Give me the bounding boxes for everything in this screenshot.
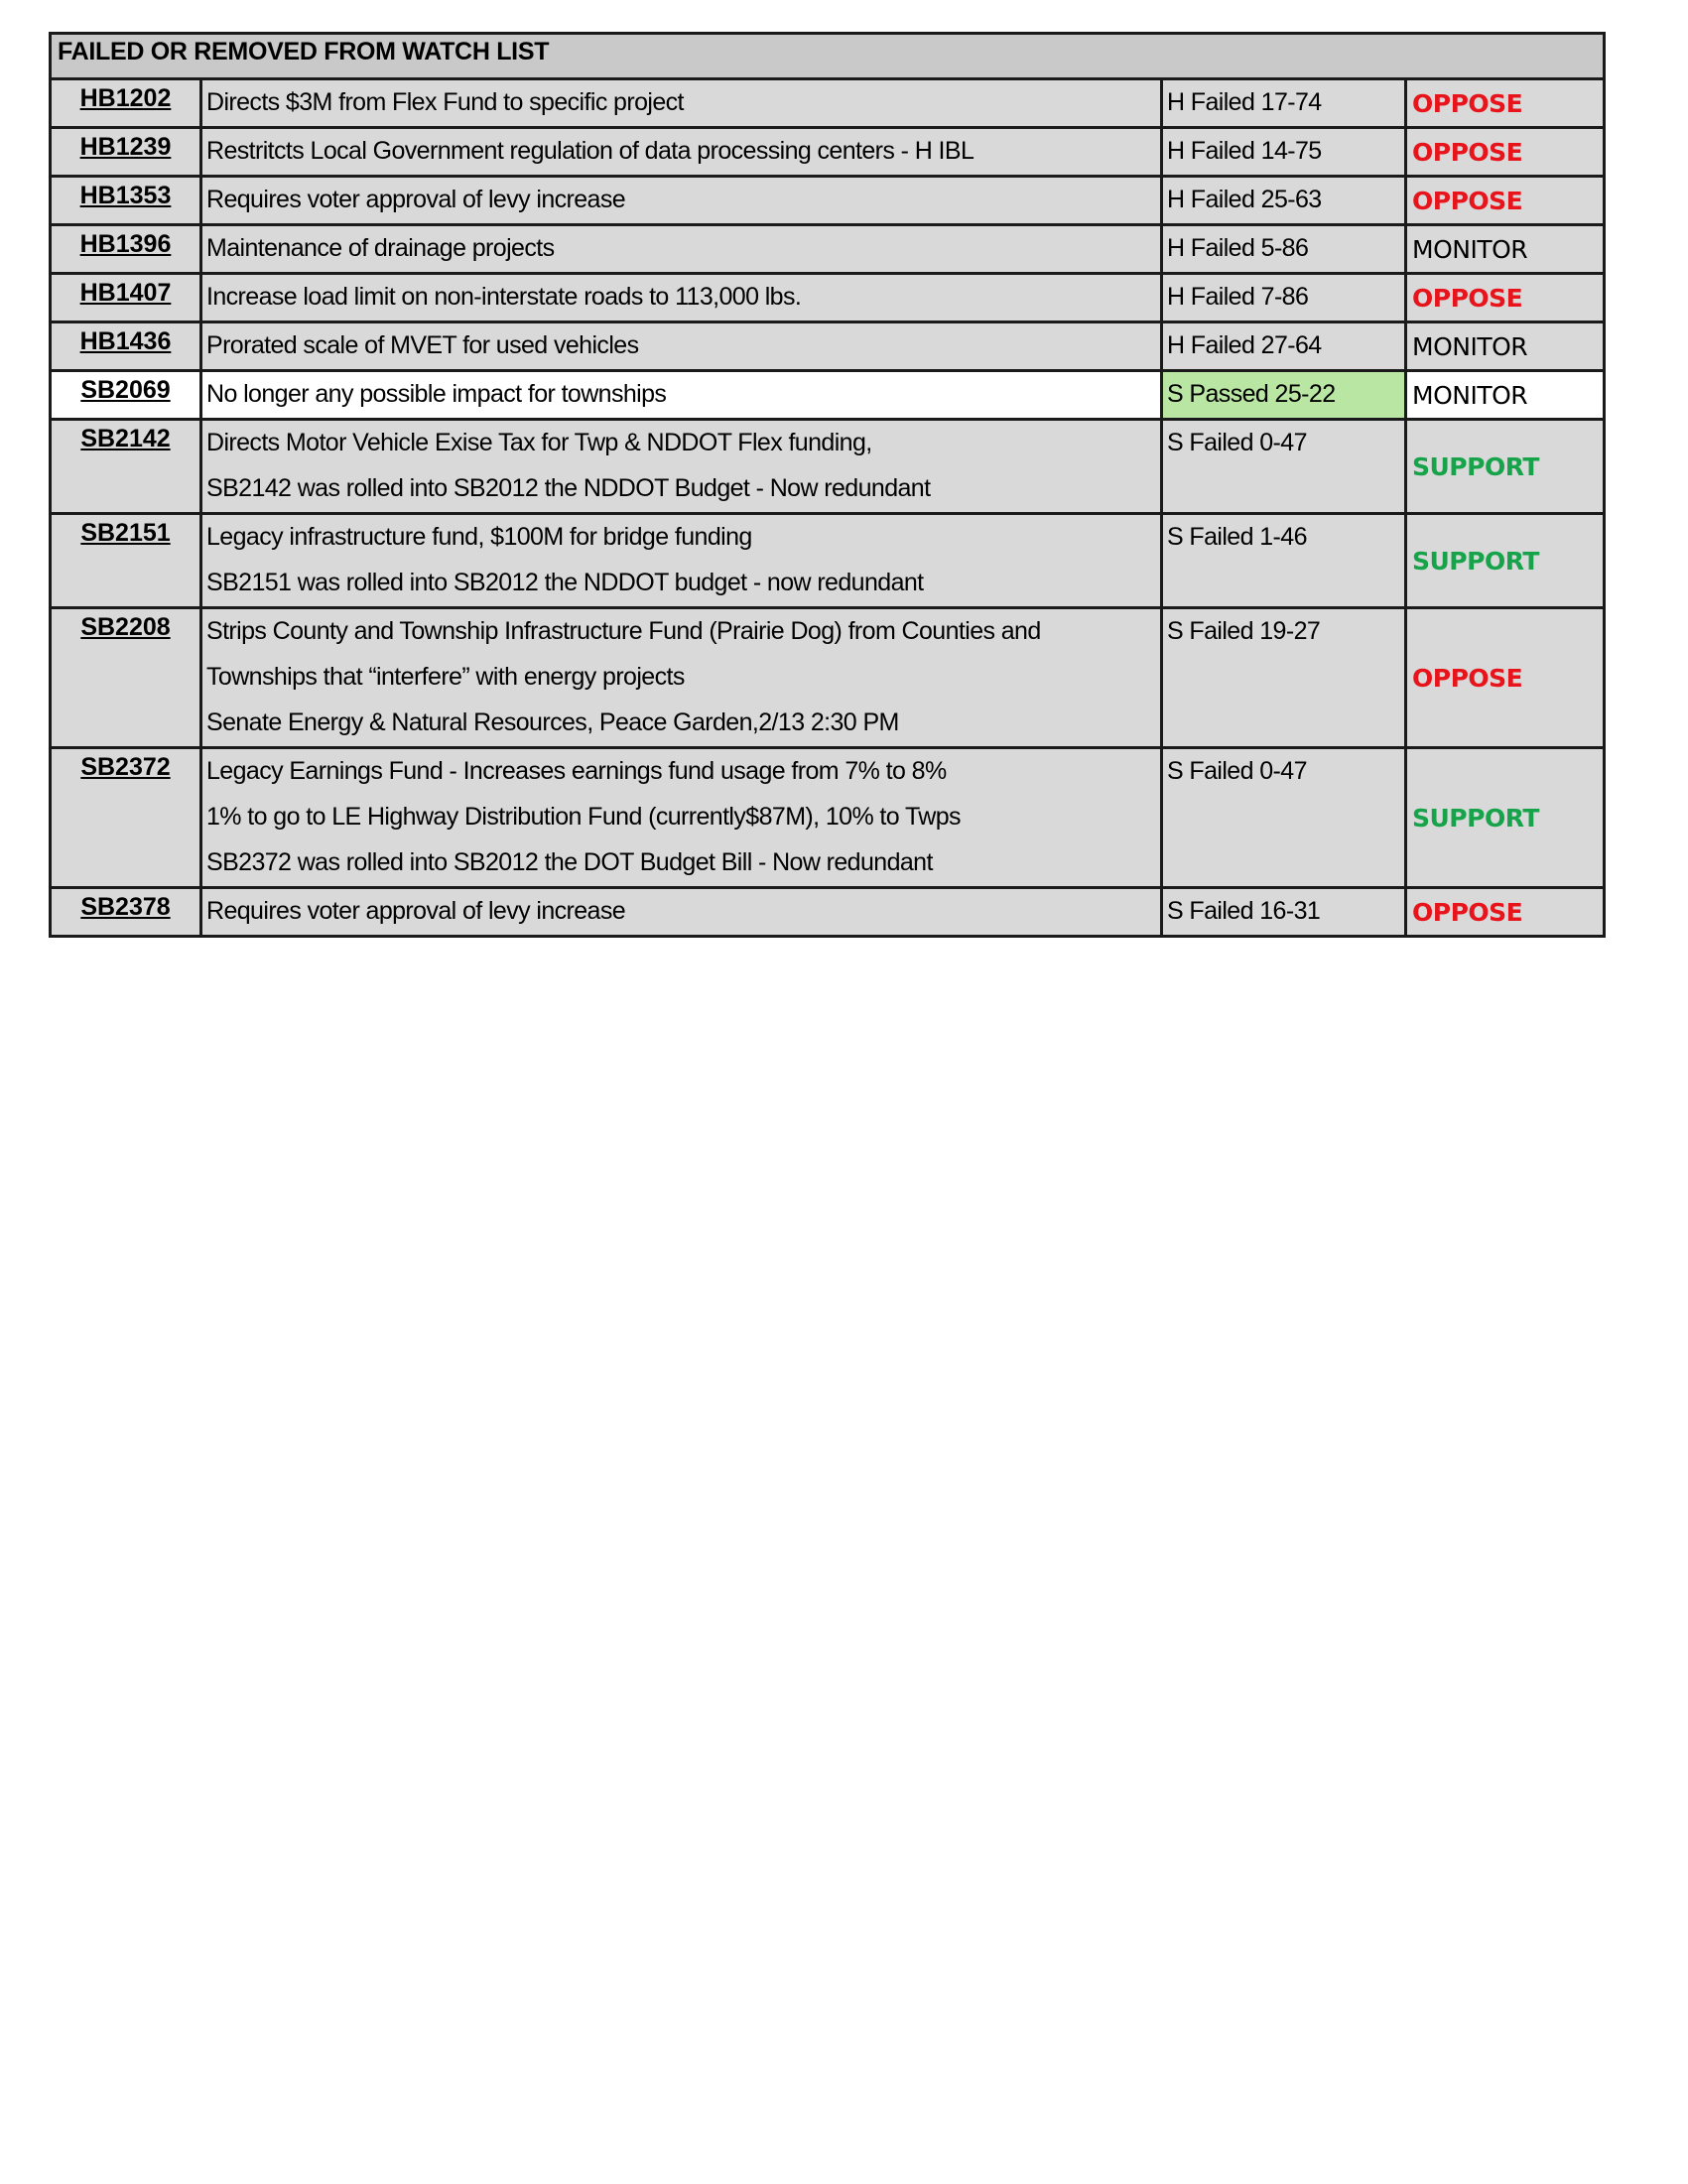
- table-row: [51, 608, 1605, 748]
- position-monitor: MONITOR: [1406, 371, 1605, 420]
- table-row: [51, 225, 1605, 274]
- vote-status-text: S Failed 16-31: [1167, 897, 1321, 925]
- vote-status: [1162, 608, 1406, 748]
- bill-number-link[interactable]: SB2208: [51, 608, 201, 748]
- bill-number-link[interactable]: HB1239: [51, 128, 201, 177]
- vote-status-text: H Failed 17-74: [1167, 88, 1322, 116]
- bill-number-link[interactable]: HB1436: [51, 322, 201, 371]
- table-row: [51, 322, 1605, 371]
- table-row: [51, 514, 1605, 608]
- position-oppose: OPPOSE: [1406, 128, 1605, 177]
- bill-number-link[interactable]: HB1353: [51, 177, 201, 225]
- vote-status: [1162, 274, 1406, 322]
- vote-status-text: H Failed 14-75: [1167, 137, 1322, 165]
- table-row: [51, 79, 1605, 128]
- description-line: Prorated scale of MVET for used vehicles: [206, 331, 639, 359]
- bill-description: [201, 420, 1162, 514]
- table-row: [51, 274, 1605, 322]
- bill-number-link[interactable]: HB1396: [51, 225, 201, 274]
- bill-description: [201, 274, 1162, 322]
- table-row: [51, 888, 1605, 937]
- vote-status: [1162, 322, 1406, 371]
- vote-status-text: S Passed 25-22: [1167, 380, 1336, 408]
- description-line: Requires voter approval of levy increase: [206, 186, 626, 213]
- vote-status: [1162, 177, 1406, 225]
- vote-status-text: S Failed 1-46: [1167, 523, 1307, 551]
- bill-number-link[interactable]: SB2151: [51, 514, 201, 608]
- vote-status-text: S Failed 19-27: [1167, 617, 1321, 645]
- vote-status: [1162, 888, 1406, 937]
- bill-description: [201, 79, 1162, 128]
- bill-description: [201, 128, 1162, 177]
- position-oppose: OPPOSE: [1406, 177, 1605, 225]
- description-line: SB2372 was rolled into SB2012 the DOT Budget Bill - Now redundant: [206, 848, 933, 876]
- table-row: [51, 128, 1605, 177]
- position-oppose: OPPOSE: [1406, 888, 1605, 937]
- vote-status-text: H Failed 27-64: [1167, 331, 1322, 359]
- description-line: Directs Motor Vehicle Exise Tax for Twp & NDDOT Flex funding,: [206, 429, 872, 456]
- bill-number-link[interactable]: HB1202: [51, 79, 201, 128]
- vote-status-text: H Failed 7-86: [1167, 283, 1309, 311]
- bill-number-link[interactable]: SB2069: [51, 371, 201, 420]
- bill-number-link[interactable]: HB1407: [51, 274, 201, 322]
- position-monitor: MONITOR: [1406, 225, 1605, 274]
- bill-description: [201, 225, 1162, 274]
- bill-number-link[interactable]: SB2372: [51, 748, 201, 888]
- vote-status: [1162, 225, 1406, 274]
- position-monitor: MONITOR: [1406, 322, 1605, 371]
- description-line: Restritcts Local Government regulation of data processing centers - H IBL: [206, 137, 974, 165]
- description-line: 1% to go to LE Highway Distribution Fund (currently$87M), 10% to Twps: [206, 803, 961, 831]
- watch-list-table: [49, 32, 1606, 938]
- bill-number-link[interactable]: SB2142: [51, 420, 201, 514]
- bill-description: [201, 748, 1162, 888]
- vote-status: [1162, 420, 1406, 514]
- bill-description: [201, 177, 1162, 225]
- description-line: SB2142 was rolled into SB2012 the NDDOT Budget - Now redundant: [206, 474, 931, 502]
- position-support: SUPPORT: [1406, 420, 1605, 514]
- position-oppose: OPPOSE: [1406, 608, 1605, 748]
- description-line: Senate Energy & Natural Resources, Peace Garden,2/13 2:30 PM: [206, 708, 899, 736]
- table-body: [51, 79, 1605, 937]
- table-row: [51, 420, 1605, 514]
- description-line: SB2151 was rolled into SB2012 the NDDOT budget - now redundant: [206, 569, 924, 596]
- position-support: SUPPORT: [1406, 514, 1605, 608]
- vote-status-text: S Failed 0-47: [1167, 757, 1307, 785]
- bill-description: [201, 608, 1162, 748]
- description-line: Requires voter approval of levy increase: [206, 897, 626, 925]
- bill-description: [201, 371, 1162, 420]
- vote-status: [1162, 514, 1406, 608]
- position-oppose: OPPOSE: [1406, 79, 1605, 128]
- vote-status-text: H Failed 25-63: [1167, 186, 1322, 213]
- description-line: Increase load limit on non-interstate roads to 113,000 lbs.: [206, 283, 802, 311]
- description-line: Townships that “interfere” with energy projects: [206, 663, 685, 691]
- description-line: Strips County and Township Infrastructure Fund (Prairie Dog) from Counties and: [206, 617, 1041, 645]
- description-line: Maintenance of drainage projects: [206, 234, 555, 262]
- table-row: [51, 177, 1605, 225]
- bill-description: [201, 888, 1162, 937]
- description-line: Legacy Earnings Fund - Increases earnings fund usage from 7% to 8%: [206, 757, 947, 785]
- description-line: Directs $3M from Flex Fund to specific project: [206, 88, 684, 116]
- vote-status: [1162, 748, 1406, 888]
- bill-description: [201, 322, 1162, 371]
- position-support: SUPPORT: [1406, 748, 1605, 888]
- table-row: [51, 748, 1605, 888]
- vote-status: [1162, 79, 1406, 128]
- vote-status-text: H Failed 5-86: [1167, 234, 1309, 262]
- vote-status: [1162, 371, 1406, 420]
- bill-number-link[interactable]: SB2378: [51, 888, 201, 937]
- description-line: No longer any possible impact for townships: [206, 380, 667, 408]
- description-line: Legacy infrastructure fund, $100M for bridge funding: [206, 523, 752, 551]
- table-row: [51, 371, 1605, 420]
- position-oppose: OPPOSE: [1406, 274, 1605, 322]
- vote-status: [1162, 128, 1406, 177]
- bill-description: [201, 514, 1162, 608]
- table-title: FAILED OR REMOVED FROM WATCH LIST: [51, 34, 1605, 79]
- vote-status-text: S Failed 0-47: [1167, 429, 1307, 456]
